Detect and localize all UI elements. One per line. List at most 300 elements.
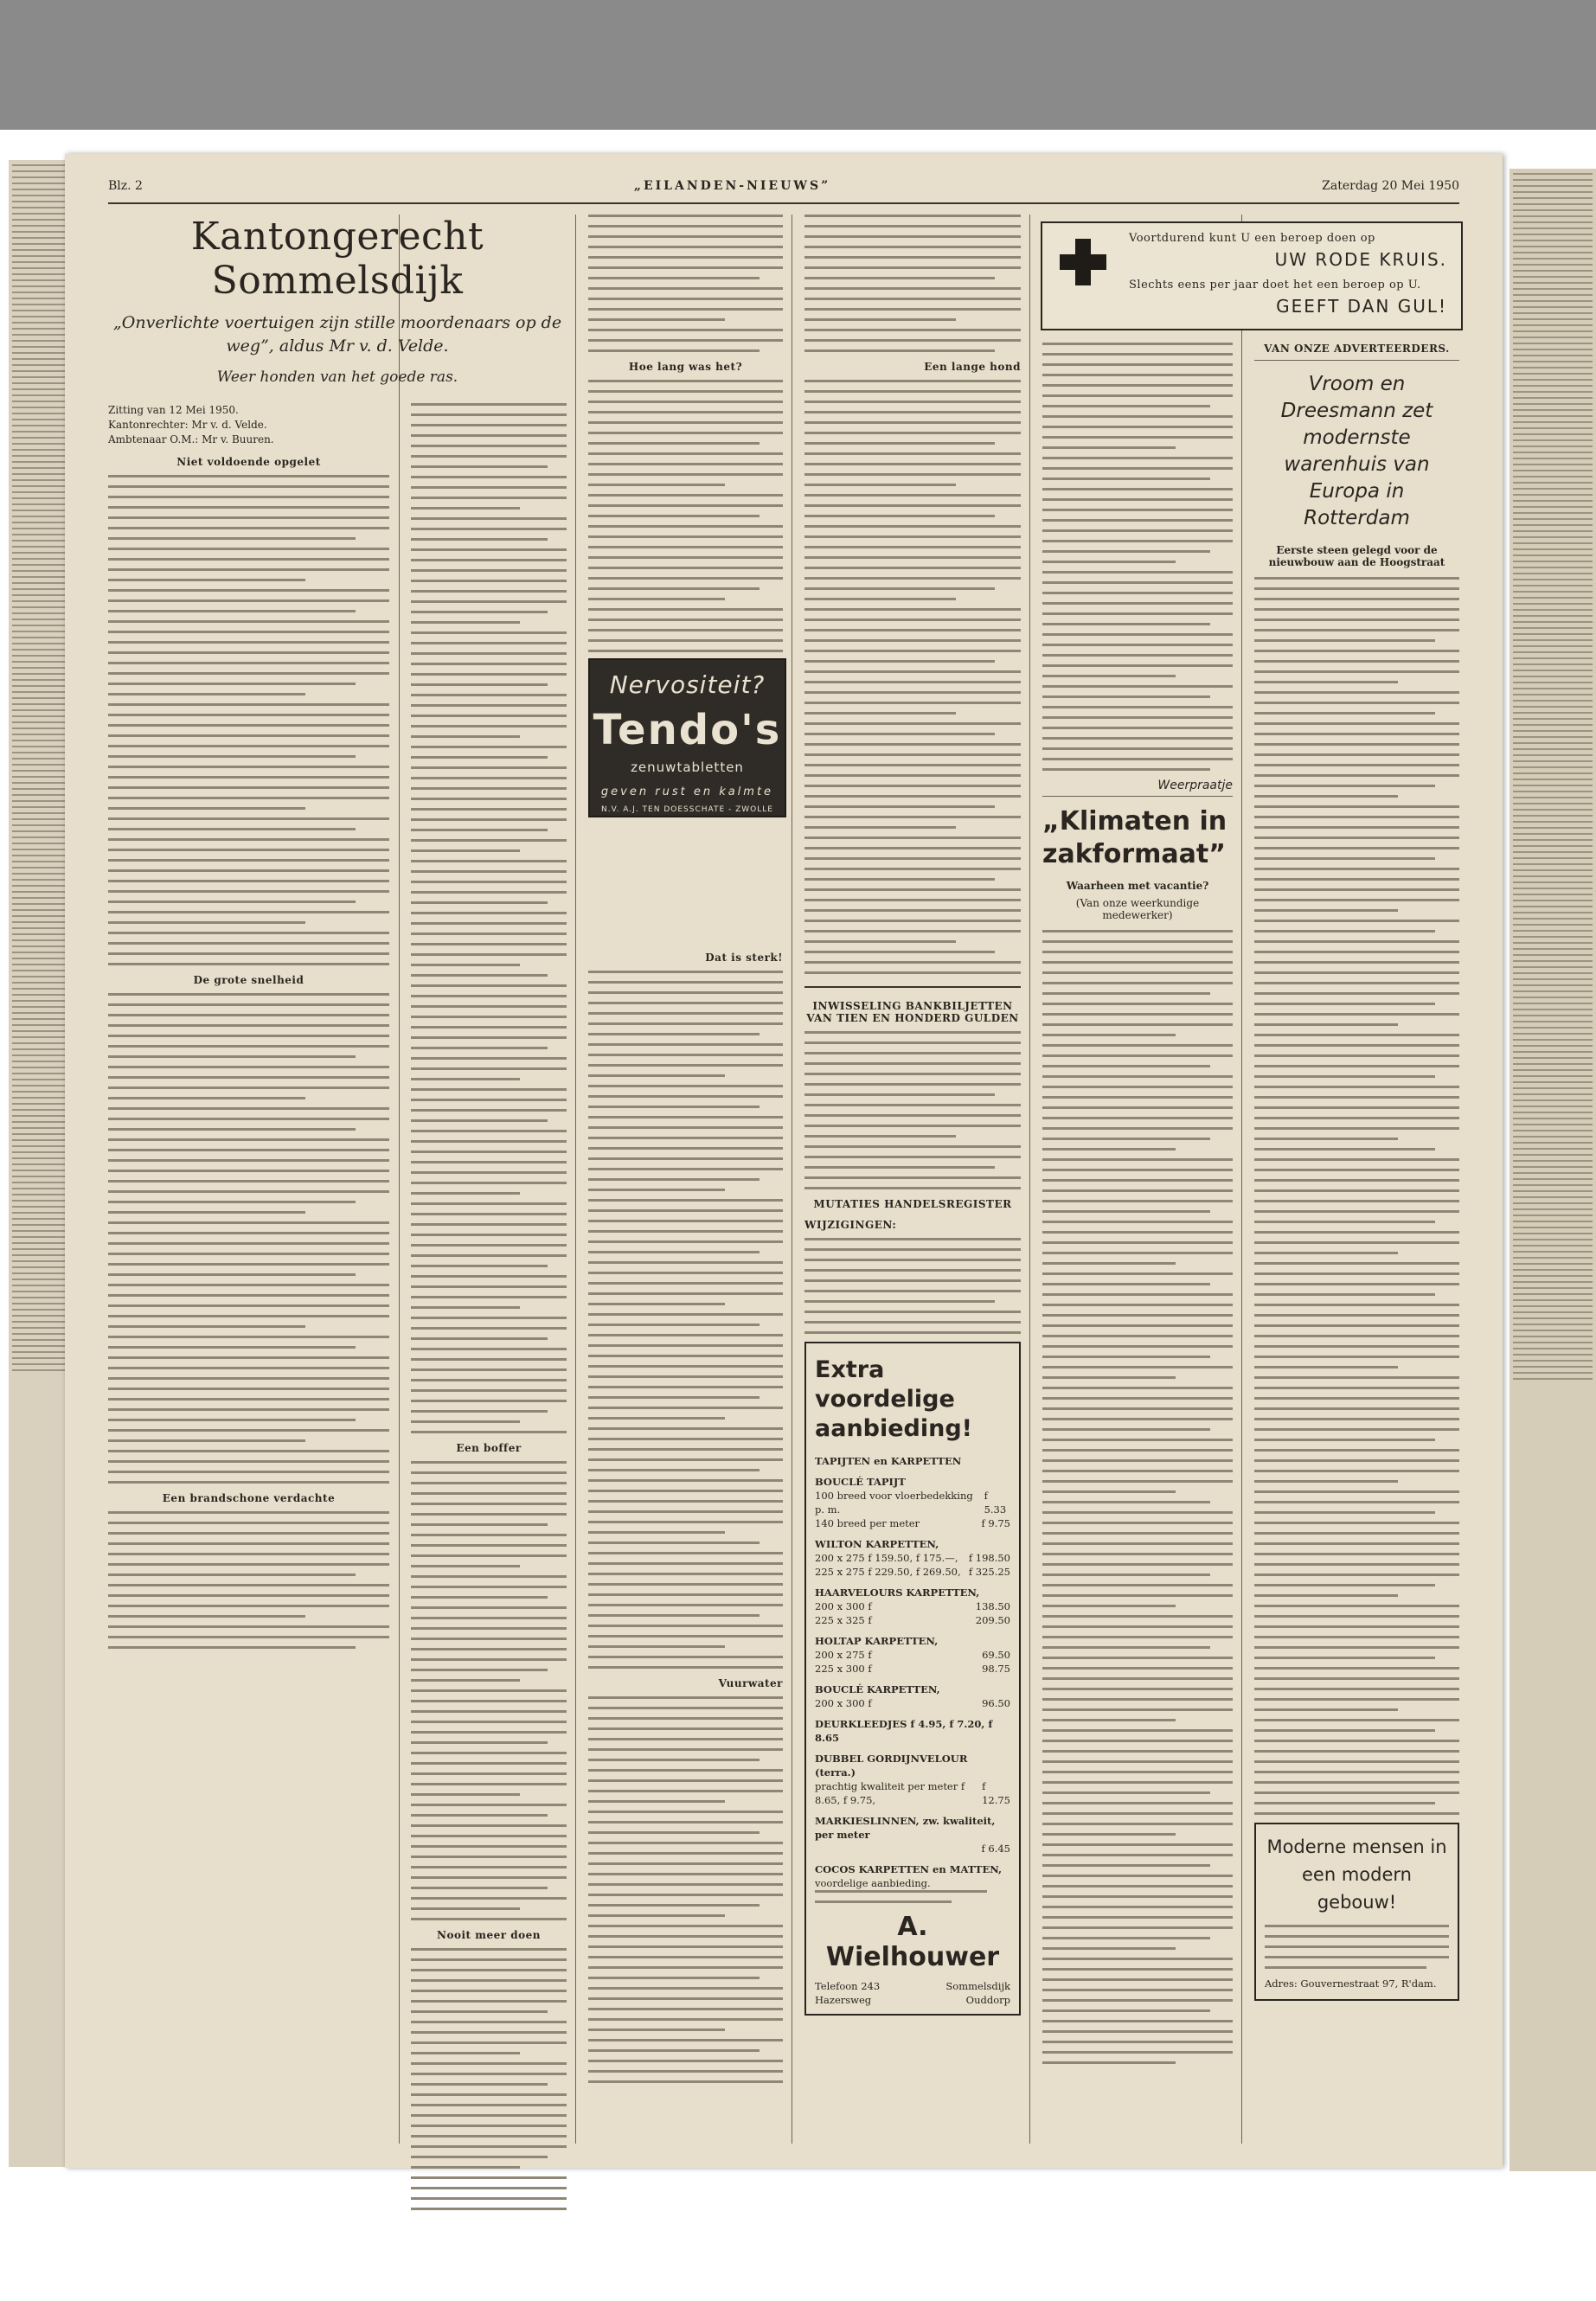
neighbor-text-line bbox=[12, 413, 66, 414]
neighbor-text-line bbox=[12, 1363, 66, 1365]
neighbor-text-line bbox=[12, 1012, 66, 1014]
column-6 bbox=[1254, 343, 1459, 2001]
section-heading: Vuurwater bbox=[718, 1677, 783, 1689]
neighbor-text-line bbox=[12, 1309, 66, 1311]
neighbor-text-line bbox=[1513, 1311, 1593, 1313]
neighbor-text-line bbox=[12, 1018, 66, 1020]
neighbor-text-line bbox=[1513, 185, 1593, 187]
neighbor-text-line bbox=[12, 976, 66, 977]
neighbor-text-line bbox=[1513, 1130, 1593, 1131]
neighbor-text-line bbox=[12, 1042, 66, 1044]
neighbor-text-line bbox=[12, 485, 66, 487]
neighbor-text-line bbox=[12, 588, 66, 590]
neighbor-text-line bbox=[1513, 536, 1593, 538]
section-heading: Nooit meer doen bbox=[437, 1929, 541, 1941]
neighbor-text-line bbox=[12, 625, 66, 626]
offer-item-heading: HAARVELOURS KARPETTEN, bbox=[815, 1586, 980, 1599]
neighbor-text-line bbox=[1513, 1227, 1593, 1228]
neighbor-text-line bbox=[12, 727, 66, 729]
neighbor-text-line bbox=[1513, 785, 1593, 786]
neighbor-text-line bbox=[12, 455, 66, 457]
neighbor-text-line bbox=[1513, 191, 1593, 193]
offer-item-row bbox=[815, 1662, 1010, 1676]
body-text-block bbox=[804, 215, 1021, 352]
neighbor-text-line bbox=[12, 836, 66, 838]
offer-item-row bbox=[815, 1516, 1010, 1530]
issue-date: Zaterdag 20 Mei 1950 bbox=[1322, 179, 1459, 193]
neighbor-text-line bbox=[1513, 942, 1593, 944]
neighbor-text-line bbox=[1513, 567, 1593, 568]
neighbor-text-line bbox=[12, 1230, 66, 1232]
neighbor-text-line bbox=[12, 1266, 66, 1268]
neighbor-text-line bbox=[12, 510, 66, 511]
neighbor-text-line bbox=[1513, 906, 1593, 907]
neighbor-text-line bbox=[12, 806, 66, 808]
neighbor-text-line bbox=[12, 958, 66, 959]
judge-line: Kantonrechter: Mr v. d. Velde. bbox=[108, 419, 267, 431]
neighbor-text-line bbox=[1513, 1172, 1593, 1174]
offer-item-heading: BOUCLÉ KARPETTEN, bbox=[815, 1683, 940, 1695]
red-cross-slogan-2: GEEFT DAN GUL! bbox=[1276, 296, 1447, 317]
neighbor-text-line bbox=[1513, 512, 1593, 514]
shop-place: Sommelsdijk bbox=[945, 1980, 1010, 1992]
neighbor-text-line bbox=[1513, 173, 1593, 175]
neighbor-text-line bbox=[12, 915, 66, 917]
offer-item-heading: TAPIJTEN en KARPETTEN bbox=[815, 1455, 962, 1467]
neighbor-text-line bbox=[1513, 597, 1593, 599]
neighbor-text-line bbox=[12, 655, 66, 657]
neighbor-text-line bbox=[1513, 518, 1593, 520]
neighbor-text-line bbox=[1513, 1245, 1593, 1247]
mutaties-title: MUTATIES HANDELSREGISTER bbox=[813, 1198, 1012, 1210]
neighbor-text-line bbox=[1513, 742, 1593, 744]
column-rule bbox=[1241, 215, 1242, 2144]
neighbor-text-line bbox=[12, 388, 66, 390]
offer-item-heading: DEURKLEEDJES f 4.95, f 7.20, f 8.65 bbox=[815, 1718, 993, 1744]
neighbor-text-line bbox=[12, 1303, 66, 1304]
neighbor-text-line bbox=[1513, 270, 1593, 272]
neighbor-text-line bbox=[12, 1206, 66, 1208]
neighbor-text-line bbox=[12, 1351, 66, 1353]
neighbor-text-line bbox=[12, 340, 66, 342]
neighbor-text-line bbox=[12, 292, 66, 293]
neighbor-text-line bbox=[1513, 1366, 1593, 1368]
neighbor-text-line bbox=[12, 594, 66, 596]
tendo-tagline: zenuwtabletten bbox=[631, 760, 744, 775]
neighbor-text-line bbox=[1513, 234, 1593, 235]
neighbor-text-line bbox=[12, 867, 66, 868]
neighbor-text-line bbox=[1513, 972, 1593, 974]
offer-item-desc: voordelige aanbieding. bbox=[815, 1877, 931, 1889]
wijzigingen-label: WIJZIGINGEN: bbox=[804, 1219, 897, 1231]
scan-background-top bbox=[0, 0, 1596, 130]
shop-phone: Telefoon 243 bbox=[815, 1980, 881, 1992]
neighbor-text-line bbox=[12, 1133, 66, 1135]
neighbor-text-line bbox=[1513, 1233, 1593, 1234]
neighbor-text-line bbox=[12, 207, 66, 208]
neighbor-text-line bbox=[12, 788, 66, 790]
neighbor-text-line bbox=[1513, 1093, 1593, 1095]
neighbor-text-line bbox=[1513, 373, 1593, 375]
neighbor-text-line bbox=[1513, 845, 1593, 847]
neighbor-text-line bbox=[1513, 924, 1593, 926]
court-subtitle2: Weer honden van het goede ras. bbox=[216, 369, 458, 386]
column-rule bbox=[399, 215, 400, 2144]
body-text-block bbox=[588, 215, 783, 352]
neighbor-text-line bbox=[1513, 1330, 1593, 1331]
newspaper-page bbox=[65, 154, 1503, 2168]
neighbor-text-line bbox=[1513, 458, 1593, 459]
neighbor-text-line bbox=[1513, 343, 1593, 344]
neighbor-text-line bbox=[1513, 439, 1593, 441]
neighbor-text-line bbox=[1513, 1039, 1593, 1041]
neighbor-text-line bbox=[1513, 1360, 1593, 1362]
neighbor-text-line bbox=[12, 1357, 66, 1359]
offer-item-heading: WILTON KARPETTEN, bbox=[815, 1538, 939, 1550]
neighbor-text-line bbox=[12, 903, 66, 905]
neighbor-text-line bbox=[1513, 488, 1593, 490]
moderne-mensen-advertisement bbox=[1254, 1823, 1459, 2001]
neighbor-text-line bbox=[1513, 548, 1593, 550]
adverteerders-label: VAN ONZE ADVERTEERDERS. bbox=[1254, 343, 1459, 361]
neighbor-text-line bbox=[1513, 657, 1593, 659]
neighbor-text-line bbox=[12, 964, 66, 965]
neighbor-text-line bbox=[1513, 433, 1593, 435]
neighbor-text-line bbox=[1513, 397, 1593, 399]
neighbor-text-line bbox=[12, 1339, 66, 1341]
neighbor-text-line bbox=[12, 770, 66, 772]
offer-item-desc: 100 breed voor vloerbedekking p. m. bbox=[815, 1490, 973, 1516]
neighbor-text-line bbox=[12, 1297, 66, 1298]
neighbor-text-line bbox=[1513, 312, 1593, 314]
neighbor-text-line bbox=[1513, 1221, 1593, 1222]
neighbor-text-line bbox=[1513, 427, 1593, 429]
neighbor-text-line bbox=[1513, 1021, 1593, 1022]
red-cross-slogan-1: UW RODE KRUIS. bbox=[1274, 249, 1447, 270]
neighbor-text-line bbox=[1513, 1354, 1593, 1356]
weerpraatje-byline: (Van onze weerkundige medewerker) bbox=[1075, 897, 1200, 921]
neighbor-text-line bbox=[1513, 663, 1593, 665]
neighbor-text-line bbox=[12, 328, 66, 330]
neighbor-text-line bbox=[12, 1048, 66, 1050]
neighbor-text-line bbox=[1513, 724, 1593, 726]
offer-item-desc: 225 x 300 f bbox=[815, 1663, 872, 1675]
neighbor-text-line bbox=[12, 794, 66, 796]
neighbor-text-line bbox=[12, 849, 66, 850]
neighbor-text-line bbox=[12, 570, 66, 572]
neighbor-text-line bbox=[12, 516, 66, 517]
neighbor-text-line bbox=[1513, 881, 1593, 883]
neighbor-text-line bbox=[1513, 452, 1593, 453]
offer-item-heading: DUBBEL GORDIJNVELOUR (terra.) bbox=[815, 1753, 968, 1779]
body-text-block bbox=[1042, 930, 1233, 2064]
neighbor-text-line bbox=[1513, 633, 1593, 635]
offer-item-desc: 200 x 300 f bbox=[815, 1600, 872, 1612]
neighbor-text-line bbox=[1513, 1033, 1593, 1035]
neighbor-text-line bbox=[1513, 694, 1593, 695]
neighbor-text-line bbox=[1513, 197, 1593, 199]
neighbor-text-line bbox=[1513, 300, 1593, 302]
neighbor-text-line bbox=[12, 752, 66, 753]
body-text-block bbox=[588, 971, 783, 1669]
offer-item-price: f 5.33 bbox=[984, 1490, 1007, 1516]
column-4 bbox=[804, 215, 1021, 2016]
neighbor-text-line bbox=[12, 1163, 66, 1165]
vroom-dreesmann-subtitle: Eerste steen gelegd voor de nieuwbouw aan de Hoogstraat bbox=[1268, 544, 1445, 568]
neighbor-text-line bbox=[1513, 1317, 1593, 1319]
neighbor-text-line bbox=[1513, 585, 1593, 586]
offer-item-row bbox=[815, 1842, 1010, 1856]
vroom-dreesmann-title: Vroom en Dreesmann zet modernste warenhuis van Europa in Rotterdam bbox=[1280, 373, 1433, 529]
neighbor-text-line bbox=[1513, 385, 1593, 387]
offer-item-desc: 225 x 325 f bbox=[815, 1614, 872, 1626]
neighbor-text-line bbox=[12, 443, 66, 445]
neighbor-text-line bbox=[12, 994, 66, 996]
neighbor-text-line bbox=[12, 606, 66, 608]
neighbor-text-line bbox=[1513, 506, 1593, 508]
neighbor-text-line bbox=[12, 1260, 66, 1262]
neighbor-text-line bbox=[12, 1061, 66, 1062]
neighbor-text-line bbox=[12, 715, 66, 717]
neighbor-text-line bbox=[12, 267, 66, 269]
neighbor-text-line bbox=[1513, 355, 1593, 356]
session-line: Zitting van 12 Mei 1950. bbox=[108, 404, 239, 416]
neighbor-text-line bbox=[12, 195, 66, 196]
neighbor-text-line bbox=[12, 1218, 66, 1220]
body-text-block bbox=[411, 403, 567, 1433]
neighbor-text-line bbox=[1513, 1166, 1593, 1168]
neighbor-text-line bbox=[1513, 1069, 1593, 1071]
moderne-mensen-title: Moderne mensen in een modern gebouw! bbox=[1266, 1836, 1447, 1913]
neighbor-text-line bbox=[1513, 258, 1593, 260]
offer-item-price: f 12.75 bbox=[982, 1780, 1011, 1806]
neighbor-text-line bbox=[12, 873, 66, 875]
neighbor-text-line bbox=[12, 346, 66, 348]
neighbor-text-line bbox=[1513, 1106, 1593, 1107]
neighbor-text-line bbox=[1513, 1057, 1593, 1059]
neighbor-text-line bbox=[12, 600, 66, 602]
neighbor-text-line bbox=[1513, 900, 1593, 901]
neighbor-text-line bbox=[1513, 815, 1593, 817]
neighbor-text-line bbox=[12, 1067, 66, 1068]
neighbor-text-line bbox=[12, 861, 66, 862]
neighbor-text-line bbox=[12, 631, 66, 632]
neighbor-text-line bbox=[1513, 603, 1593, 605]
neighbor-text-line bbox=[1513, 476, 1593, 478]
neighbor-text-line bbox=[1513, 760, 1593, 762]
neighbor-text-line bbox=[1513, 1003, 1593, 1004]
neighbor-text-line bbox=[1513, 978, 1593, 980]
neighbor-text-line bbox=[1513, 682, 1593, 683]
weerpraatje-label: Weerpraatje bbox=[1042, 779, 1233, 797]
neighbor-text-line bbox=[12, 1345, 66, 1347]
neighbor-text-line bbox=[12, 776, 66, 778]
neighbor-text-line bbox=[12, 213, 66, 215]
neighbor-text-line bbox=[1513, 1075, 1593, 1077]
body-text-block bbox=[804, 1031, 1021, 1189]
neighbor-text-line bbox=[1513, 470, 1593, 471]
neighbor-text-line bbox=[12, 703, 66, 705]
neighbor-text-line bbox=[12, 503, 66, 505]
offer-item-price: 138.50 bbox=[975, 1600, 1010, 1612]
offer-item-heading: BOUCLÉ TAPIJT bbox=[815, 1476, 906, 1488]
neighbor-text-line bbox=[1513, 966, 1593, 968]
neighbor-text-line bbox=[12, 407, 66, 408]
offer-item-desc: 200 x 300 f bbox=[815, 1697, 872, 1709]
neighbor-text-line bbox=[1513, 252, 1593, 253]
weerpraatje-title: „Klimaten in zakformaat” bbox=[1042, 806, 1227, 869]
section-heading: De grote snelheid bbox=[193, 974, 304, 986]
shop-street: Hazersweg bbox=[815, 1994, 872, 2006]
body-text-block bbox=[108, 1511, 389, 1649]
neighbor-text-line bbox=[1513, 415, 1593, 417]
neighbor-text-line bbox=[12, 1212, 66, 1214]
court-meta bbox=[108, 403, 389, 447]
neighbor-text-line bbox=[1513, 1112, 1593, 1113]
neighbor-text-line bbox=[12, 1291, 66, 1292]
neighbor-text-line bbox=[1513, 282, 1593, 284]
offer-item-row bbox=[815, 1565, 1010, 1579]
neighbor-text-line bbox=[1513, 1269, 1593, 1271]
neighbor-text-line bbox=[1513, 573, 1593, 574]
neighbor-text-line bbox=[1513, 688, 1593, 689]
neighbor-text-line bbox=[1513, 1051, 1593, 1053]
neighbor-text-line bbox=[12, 721, 66, 723]
neighbor-text-line bbox=[12, 237, 66, 239]
neighbor-text-line bbox=[1513, 863, 1593, 865]
neighbor-text-line bbox=[12, 691, 66, 693]
neighbor-text-line bbox=[1513, 1178, 1593, 1180]
neighbor-text-line bbox=[12, 255, 66, 257]
neighbor-text-line bbox=[12, 382, 66, 384]
neighbor-text-line bbox=[12, 921, 66, 923]
section-heading: Een brandschone verdachte bbox=[162, 1492, 336, 1504]
body-text-block bbox=[411, 1461, 567, 1920]
neighbor-text-line bbox=[12, 176, 66, 178]
neighbor-text-line bbox=[12, 401, 66, 402]
neighbor-text-line bbox=[12, 261, 66, 263]
neighbor-text-line bbox=[12, 800, 66, 802]
neighbor-text-line bbox=[12, 643, 66, 644]
neighbor-text-line bbox=[12, 1315, 66, 1317]
neighbor-text-line bbox=[12, 558, 66, 560]
neighbor-text-line bbox=[12, 358, 66, 360]
neighbor-text-line bbox=[12, 612, 66, 614]
neighbor-text-line bbox=[1513, 1257, 1593, 1259]
neighbor-text-line bbox=[1513, 645, 1593, 647]
neighbor-text-line bbox=[1513, 409, 1593, 411]
neighbor-text-line bbox=[1513, 833, 1593, 835]
neighbor-text-line bbox=[12, 394, 66, 396]
neighbor-text-line bbox=[12, 352, 66, 354]
offer-item-price: f 6.45 bbox=[981, 1843, 1010, 1855]
neighbor-text-line bbox=[12, 661, 66, 663]
tendo-headline: Nervositeit? bbox=[609, 670, 766, 699]
neighbor-text-line bbox=[1513, 954, 1593, 956]
neighbor-text-line bbox=[12, 1115, 66, 1117]
offer-item-price: f 325.25 bbox=[968, 1566, 1010, 1578]
neighbor-text-line bbox=[12, 334, 66, 336]
neighbor-text-line bbox=[12, 1145, 66, 1147]
neighbor-text-line bbox=[12, 855, 66, 856]
neighbor-text-line bbox=[12, 164, 66, 166]
neighbor-text-line bbox=[1513, 367, 1593, 369]
neighbor-text-line bbox=[12, 1109, 66, 1111]
body-text-block bbox=[588, 1696, 783, 2083]
neighbor-text-line bbox=[1513, 676, 1593, 677]
neighbor-text-line bbox=[1513, 561, 1593, 562]
neighbor-text-line bbox=[1513, 609, 1593, 611]
neighbor-text-line bbox=[12, 491, 66, 493]
neighbor-text-line bbox=[12, 758, 66, 760]
neighbor-text-line bbox=[12, 746, 66, 747]
paper-name: „EILANDEN-NIEUWS” bbox=[633, 179, 831, 193]
neighbor-text-line bbox=[12, 1097, 66, 1099]
neighbor-text-line bbox=[12, 764, 66, 766]
neighbor-text-line bbox=[12, 945, 66, 947]
neighbor-text-line bbox=[1513, 930, 1593, 932]
neighbor-text-line bbox=[12, 1333, 66, 1335]
neighbor-text-line bbox=[12, 322, 66, 324]
neighbor-text-line bbox=[12, 1036, 66, 1038]
neighbor-text-line bbox=[12, 1054, 66, 1056]
neighbor-text-line bbox=[12, 364, 66, 366]
neighbor-text-line bbox=[1513, 1063, 1593, 1065]
court-subtitle: „Onverlichte voertuigen zijn stille moordenaars op de weg”, aldus Mr v. d. Velde. bbox=[112, 313, 562, 356]
offer-item-desc: 200 x 275 f bbox=[815, 1649, 872, 1661]
neighbor-text-line bbox=[1513, 542, 1593, 544]
neighbor-text-line bbox=[12, 673, 66, 675]
neighbor-text-line bbox=[1513, 524, 1593, 526]
scan-background-bottom bbox=[0, 2171, 1596, 2301]
neighbor-text-line bbox=[12, 1279, 66, 1280]
neighbor-text-line bbox=[12, 927, 66, 929]
neighbor-text-line bbox=[12, 497, 66, 499]
neighbor-text-line bbox=[1513, 379, 1593, 381]
section-heading: Een lange hond bbox=[924, 361, 1021, 373]
neighbor-text-line bbox=[12, 939, 66, 941]
neighbor-text-line bbox=[1513, 1190, 1593, 1192]
column-1 bbox=[108, 403, 389, 1657]
neighbor-text-line bbox=[12, 449, 66, 451]
neighbor-text-line bbox=[12, 1000, 66, 1002]
neighbor-text-line bbox=[1513, 821, 1593, 823]
neighbor-text-line bbox=[12, 1073, 66, 1074]
neighbor-text-line bbox=[1513, 1208, 1593, 1210]
neighbor-text-line bbox=[1513, 621, 1593, 623]
moderne-mensen-address: Adres: Gouvernestraat 97, R'dam. bbox=[1265, 1977, 1437, 1990]
neighbor-text-line bbox=[1513, 1251, 1593, 1253]
neighbor-text-line bbox=[1513, 754, 1593, 756]
section-heading: Dat is sterk! bbox=[705, 952, 783, 964]
neighbor-text-line bbox=[12, 1285, 66, 1286]
section-heading: Een boffer bbox=[456, 1442, 522, 1454]
shop-name: A. Wielhouwer bbox=[825, 1912, 1000, 1972]
extra-offer-advertisement bbox=[804, 1342, 1021, 2016]
body-text-block bbox=[411, 1948, 567, 2210]
red-cross-line-2: Slechts eens per jaar doet het een beroep op U. bbox=[1129, 279, 1421, 292]
offer-item-heading: COCOS KARPETTEN en MATTEN, bbox=[815, 1863, 1003, 1875]
offer-item-desc: 140 breed per meter bbox=[815, 1517, 920, 1529]
tendo-brand: Tendo's bbox=[593, 706, 782, 754]
neighbor-text-line bbox=[12, 425, 66, 426]
neighbor-text-line bbox=[1513, 839, 1593, 841]
neighbor-text-line bbox=[1513, 851, 1593, 853]
body-text-block bbox=[108, 993, 389, 1484]
neighbor-text-line bbox=[1513, 1202, 1593, 1204]
neighbor-text-line bbox=[12, 1188, 66, 1189]
neighbor-text-line bbox=[12, 552, 66, 554]
